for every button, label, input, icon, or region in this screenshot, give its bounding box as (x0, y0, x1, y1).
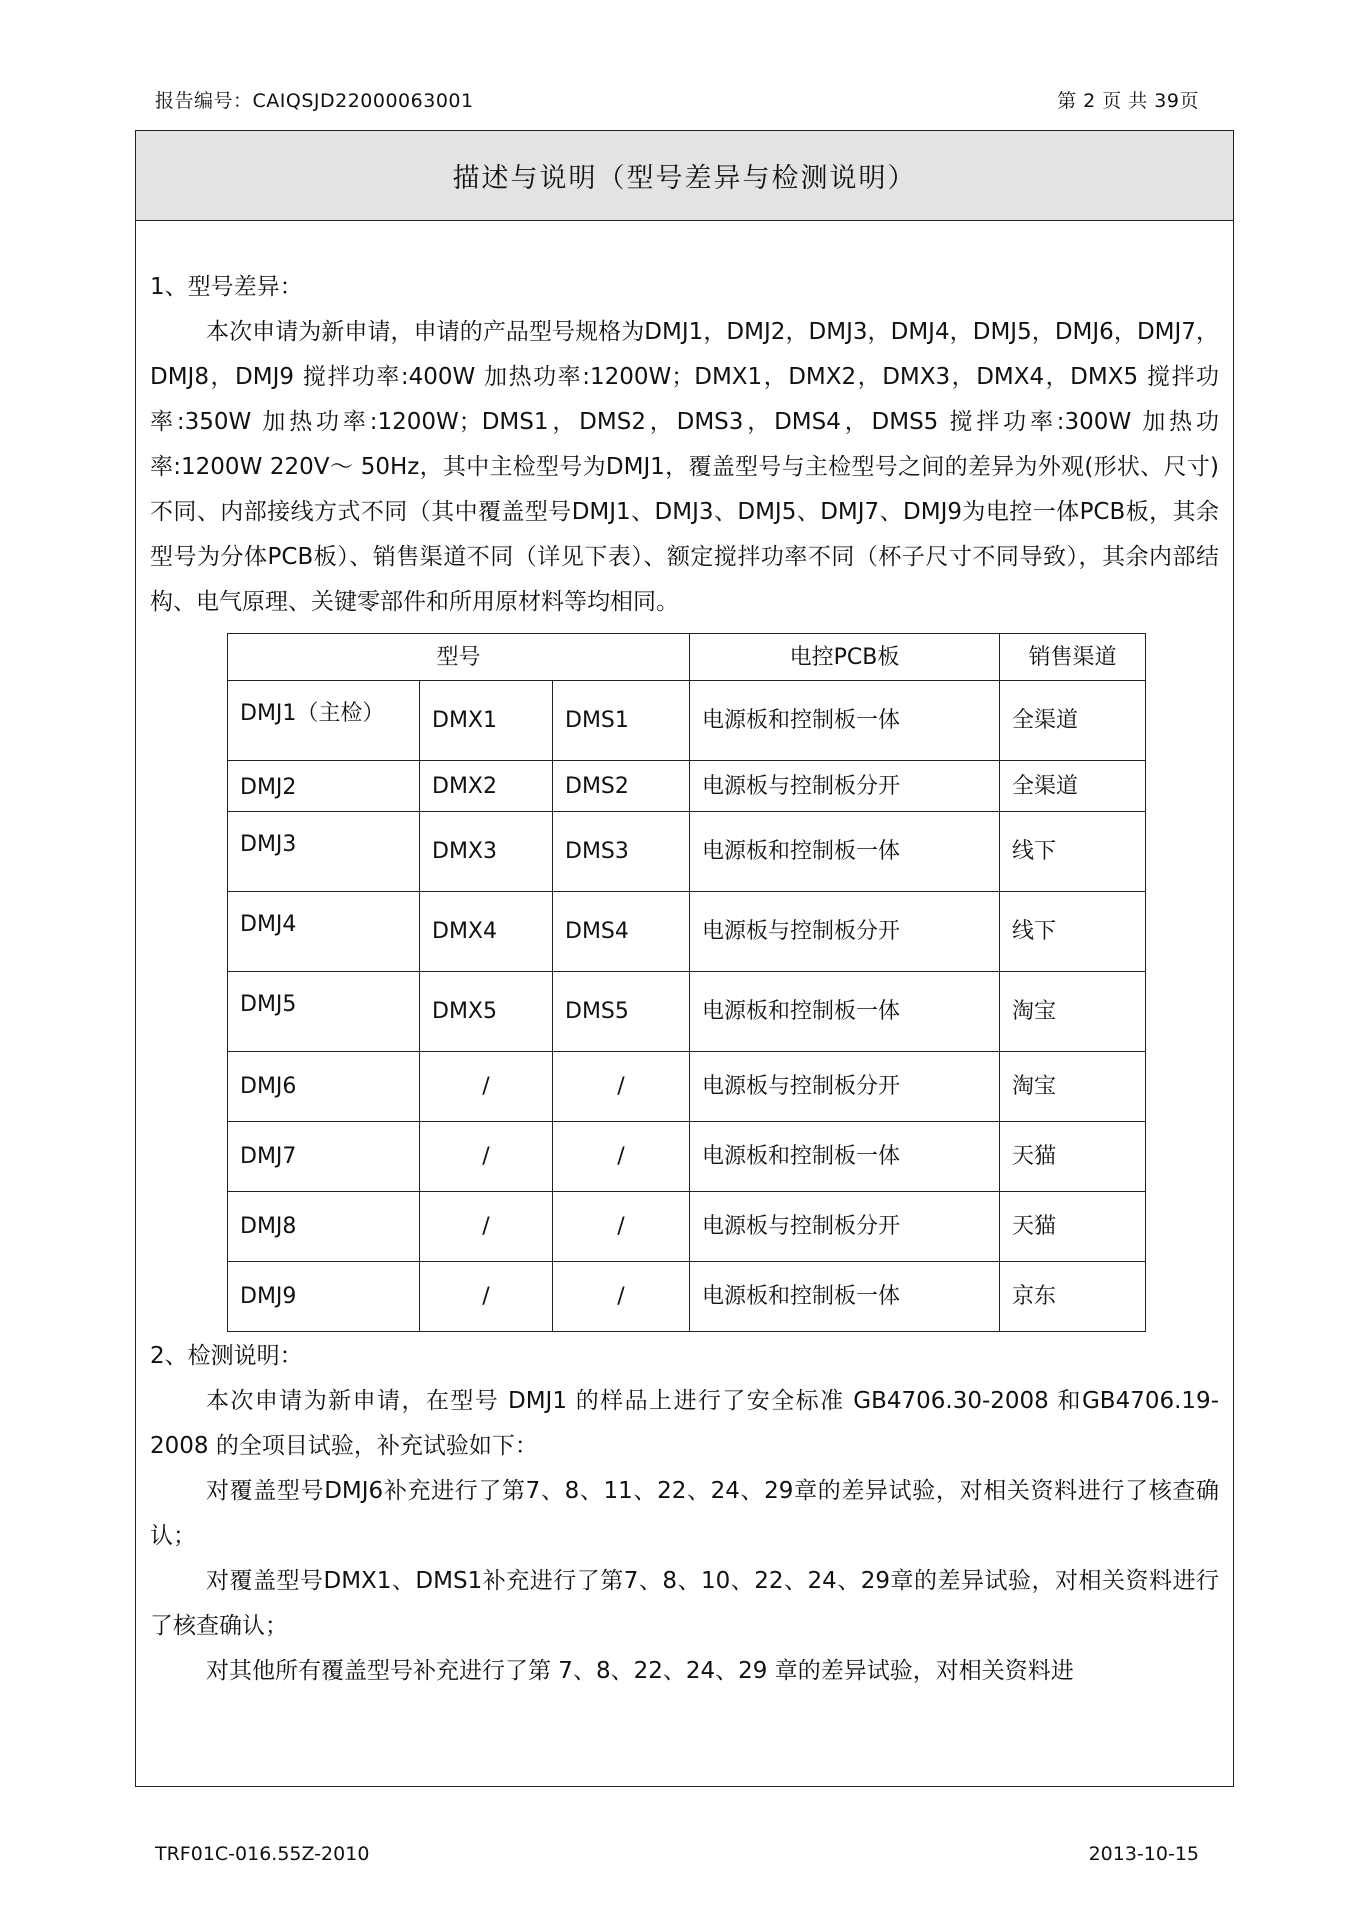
section1-paragraph: 本次申请为新申请，申请的产品型号规格为DMJ1，DMJ2，DMJ3，DMJ4，DMJ5，DMJ6，DMJ7，DMJ8，DMJ9 搅拌功率:400W 加热功率:1200W；DMX1，DMX2，DMX3，DMX4，DMX5 搅拌功率:350W 加热功率:1200W；DMS1，DMS2，DMS3，DMS4，DMS5 搅拌功率:300W 加热功率:1200W 220V～ 50Hz，其中主检型号为DMJ1，覆盖型号与主检型号之间的差异为外观(形状、尺寸)不同、内部接线方式不同（其中覆盖型号DMJ1、DMJ3、DMJ5、DMJ7、DMJ9为电控一体PCB板，其余型号为分体PCB板）、销售渠道不同（详见下表）、额定搅拌功率不同（杯子尺寸不同导致），其余内部结构、电气原理、关键零部件和所用原材料等均相同。 (150, 319, 1219, 615)
cell-model-dms: DMS1 (553, 681, 690, 761)
model-table (227, 633, 1146, 1332)
page-title: 描述与说明（型号差异与检测说明） (136, 131, 1233, 221)
cell-pcb: 电源板与控制板分开 (690, 1052, 1000, 1122)
form-code: TRF01C-016.55Z-2010 (155, 1843, 370, 1865)
table-row (228, 812, 1146, 892)
cell-model-dmj: DMJ6 (228, 1052, 420, 1122)
cell-channel: 线下 (1000, 812, 1146, 892)
cell-model-dms: / (553, 1122, 690, 1192)
cell-channel: 线下 (1000, 892, 1146, 972)
cell-pcb: 电源板和控制板一体 (690, 681, 1000, 761)
report-number: 报告编号：CAIQSJD22000063001 (155, 90, 474, 112)
cell-model-dmj: DMJ8 (228, 1192, 420, 1262)
cell-model-dmj: DMJ5 (228, 972, 420, 1052)
cell-pcb: 电源板和控制板一体 (690, 812, 1000, 892)
cell-channel: 天猫 (1000, 1122, 1146, 1192)
cell-model-dmx: DMX2 (420, 761, 553, 812)
page-info: 第 2 页 共 39页 (1057, 90, 1199, 112)
cell-model-dmj: DMJ9 (228, 1262, 420, 1332)
cell-model-dmx: DMX1 (420, 681, 553, 761)
cell-model-dmx: / (420, 1122, 553, 1192)
section2-paragraph-2: 对覆盖型号DMJ6补充进行了第7、8、11、22、24、29章的差异试验，对相关资料进行了核查确认； (150, 1478, 1219, 1549)
section2-paragraph-3: 对覆盖型号DMX1、DMS1补充进行了第7、8、10、22、24、29章的差异试验，对相关资料进行了核查确认； (150, 1568, 1219, 1639)
cell-model-dms: DMS3 (553, 812, 690, 892)
footer-date: 2013-10-15 (1088, 1843, 1199, 1865)
header-pcb: 电控PCB板 (690, 634, 1000, 681)
cell-channel: 淘宝 (1000, 1052, 1146, 1122)
cell-pcb: 电源板与控制板分开 (690, 1192, 1000, 1262)
header-channel: 销售渠道 (1000, 634, 1146, 681)
cell-channel: 全渠道 (1000, 681, 1146, 761)
cell-pcb: 电源板和控制板一体 (690, 1262, 1000, 1332)
cell-model-dms: DMS4 (553, 892, 690, 972)
cell-channel: 全渠道 (1000, 761, 1146, 812)
cell-model-dmx: / (420, 1262, 553, 1332)
section2-paragraph-1: 本次申请为新申请，在型号 DMJ1 的样品上进行了安全标准 GB4706.30-2008 和GB4706.19-2008 的全项目试验，补充试验如下： (150, 1388, 1219, 1459)
cell-model-dmx: / (420, 1052, 553, 1122)
cell-model-dmj: DMJ3 (228, 812, 420, 892)
cell-model-dms: DMS5 (553, 972, 690, 1052)
section2-heading: 2、检测说明： (150, 1343, 303, 1369)
table-header-row (228, 634, 1146, 681)
table-row (228, 761, 1146, 812)
table-row (228, 681, 1146, 761)
cell-channel: 淘宝 (1000, 972, 1146, 1052)
cell-pcb: 电源板和控制板一体 (690, 972, 1000, 1052)
cell-model-dms: / (553, 1262, 690, 1332)
cell-model-dms: DMS2 (553, 761, 690, 812)
cell-pcb: 电源板与控制板分开 (690, 892, 1000, 972)
header-model: 型号 (228, 634, 690, 681)
table-row (228, 892, 1146, 972)
table-row (228, 1262, 1146, 1332)
cell-model-dmj: DMJ1（主检） (228, 681, 420, 761)
table-row (228, 1192, 1146, 1262)
cell-model-dmj: DMJ4 (228, 892, 420, 972)
cell-channel: 京东 (1000, 1262, 1146, 1332)
cell-model-dms: / (553, 1192, 690, 1262)
table-row (228, 972, 1146, 1052)
cell-pcb: 电源板和控制板一体 (690, 1122, 1000, 1192)
cell-model-dmx: DMX4 (420, 892, 553, 972)
cell-model-dmj: DMJ2 (228, 761, 420, 812)
cell-channel: 天猫 (1000, 1192, 1146, 1262)
cell-model-dmx: DMX3 (420, 812, 553, 892)
section2-paragraph-4: 对其他所有覆盖型号补充进行了第 7、8、22、24、29 章的差异试验，对相关资料进 (206, 1658, 1074, 1684)
cell-model-dmx: DMX5 (420, 972, 553, 1052)
section1-heading: 1、型号差异： (150, 274, 303, 300)
table-row (228, 1052, 1146, 1122)
cell-model-dmx: / (420, 1192, 553, 1262)
cell-pcb: 电源板与控制板分开 (690, 761, 1000, 812)
table-row (228, 1122, 1146, 1192)
cell-model-dms: / (553, 1052, 690, 1122)
main-content (150, 265, 1219, 1694)
cell-model-dmj: DMJ7 (228, 1122, 420, 1192)
content-frame (135, 130, 1234, 1787)
